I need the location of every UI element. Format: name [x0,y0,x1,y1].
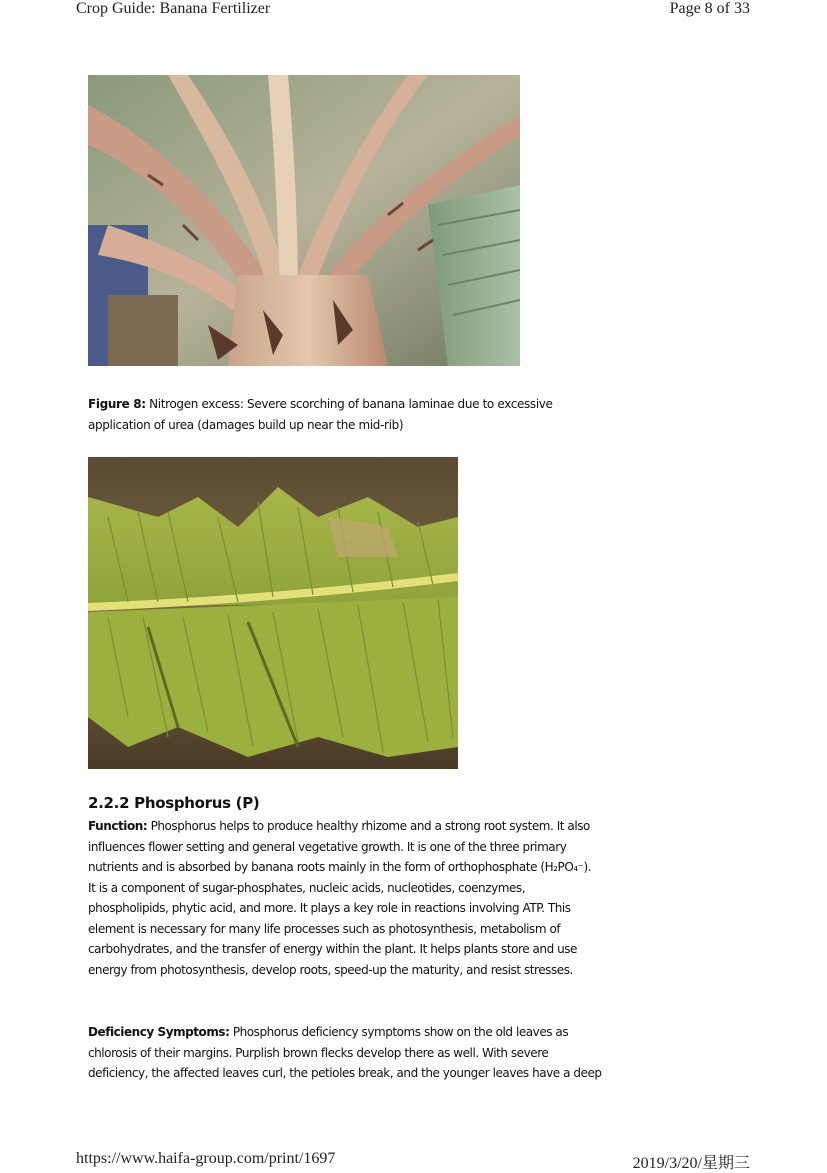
function-line: nutrients and is absorbed by banana roots mainly in the form of orthophosphate (H₂PO₄⁻). [88,860,592,874]
figure-caption [88,394,608,436]
function-line: element is necessary for many life processes such as photosynthesis, metabolism of [88,921,561,936]
header-title: Crop Guide: Banana Fertilizer [76,0,271,17]
footer-date: 2019/3/20/星期三 [632,1155,750,1172]
function-line: It is a component of sugar-phosphates, nucleic acids, nucleotides, coenzymes, [88,880,526,895]
deficiency-line: Phosphorus deficiency symptoms show on the old leaves as [232,1025,569,1039]
banana-leaf-photo [88,457,458,769]
function-paragraph [88,816,613,980]
deficiency-line: deficiency, the affected leaves curl, the petioles break, and the younger leaves have a deep [88,1066,602,1080]
function-line: energy from photosynthesis, develop roots, speed-up the maturity, and resist stresses. [88,962,573,977]
function-line: Phosphorus helps to produce healthy rhizome and a strong root system. It also [150,819,590,833]
footer-url: https://www.haifa-group.com/print/1697 [76,1150,336,1167]
function-line: carbohydrates, and the transfer of energy within the plant. It helps plants store and use [88,942,577,956]
page-number: Page 8 of 33 [669,0,750,17]
section-title: 2.2.2 Phosphorus (P) [88,794,260,812]
nitrogen-excess-photo [88,75,520,366]
deficiency-paragraph [88,1022,613,1084]
function-label: Function: [88,819,148,833]
caption-line-2: application of urea (damages build up near the mid-rib) [88,418,404,432]
function-line: phospholipids, phytic acid, and more. It plays a key role in reactions involving ATP. This [88,901,571,915]
figure-label: Figure 8: [88,397,146,411]
deficiency-line: chlorosis of their margins. Purplish brown flecks develop there as well. With severe [88,1045,549,1060]
function-line: influences flower setting and general vegetative growth. It is one of the three primary [88,839,567,854]
caption-line-1: Nitrogen excess: Severe scorching of banana laminae due to excessive [149,397,553,411]
deficiency-label: Deficiency Symptoms: [88,1025,230,1039]
